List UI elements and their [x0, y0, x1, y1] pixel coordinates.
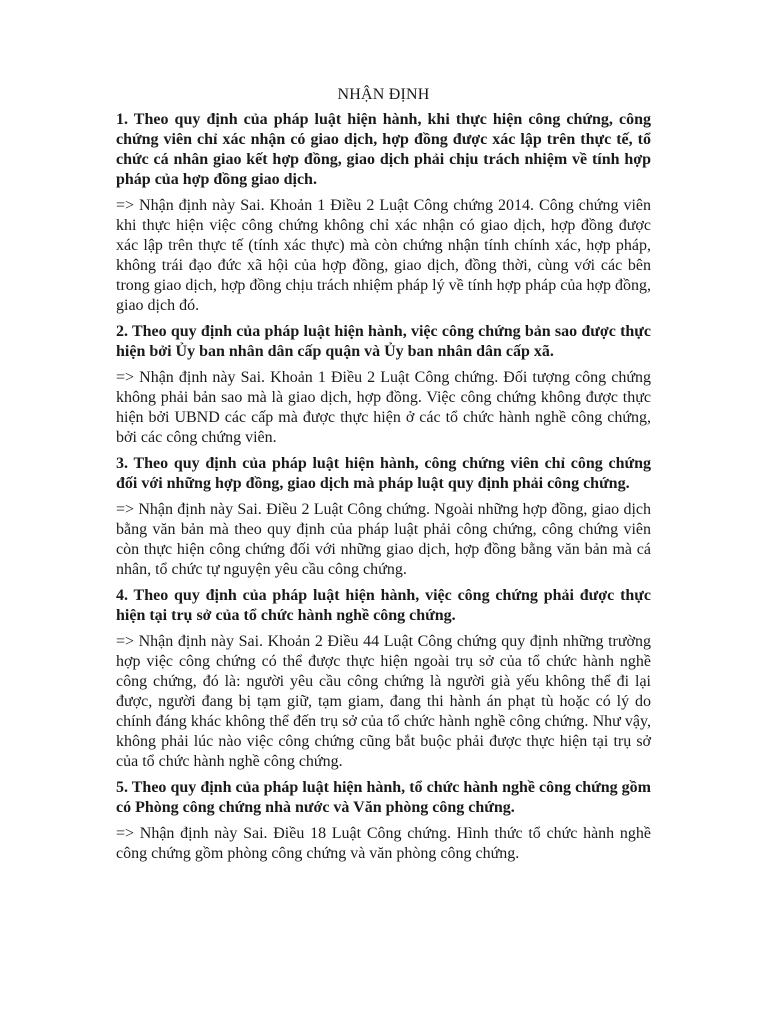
question-4: 4. Theo quy định của pháp luật hiện hành, việc công chứng phải được thực hiện tại trụ sở của tổ chức hành nghề công chứng.: [116, 587, 651, 624]
item-5: [116, 778, 651, 864]
question-1: 1. Theo quy định của pháp luật hiện hành, khi thực hiện công chứng, công chứng viên chỉ xác nhận có giao dịch, hợp đồng được xác lập trên thực tế, tổ chức cá nhân giao kết hợp đồng, giao dịch phải chịu trách nhiệm về tính hợp pháp của hợp đồng giao dịch.: [116, 111, 651, 188]
item-3: [116, 454, 651, 580]
question-2: 2. Theo quy định của pháp luật hiện hành, việc công chứng bản sao được thực hiện bởi Ủy ban nhân dân cấp quận và Ủy ban nhân dân cấp xã.: [116, 323, 651, 360]
document-title: NHẬN ĐỊNH: [337, 86, 430, 103]
item-2: [116, 322, 651, 448]
answer-3: => Nhận định này Sai. Điều 2 Luật Công chứng. Ngoài những hợp đồng, giao dịch bằng văn bản mà theo quy định của pháp luật phải công chứng, công chứng viên còn thực hiện công chứng đối với những giao dịch, hợp đồng bằng văn bản mà cá nhân, tổ chức tự nguyện yêu cầu công chứng.: [116, 501, 651, 578]
answer-5: => Nhận định này Sai. Điều 18 Luật Công chứng. Hình thức tổ chức hành nghề công chứng gồm phòng công chứng và văn phòng công chứng.: [116, 825, 651, 862]
item-4: [116, 586, 651, 772]
answer-1: => Nhận định này Sai. Khoản 1 Điều 2 Luật Công chứng 2014. Công chứng viên khi thực hiện việc công chứng không chỉ xác nhận có giao dịch, hợp đồng được xác lập trên thực tế (tính xác thực) mà còn chứng nhận tính chính xác, hợp pháp, không trái đạo đức xã hội của hợp đồng, giao dịch, đồng thời, cùng với các bên trong giao dịch, hợp đồng chịu trách nhiệm pháp lý về tính hợp pháp của hợp đồng, giao dịch đó.: [116, 197, 651, 314]
question-3: 3. Theo quy định của pháp luật hiện hành, công chứng viên chỉ công chứng đối với những hợp đồng, giao dịch mà pháp luật quy định phải công chứng.: [116, 455, 651, 492]
item-1: [116, 110, 651, 316]
answer-4: => Nhận định này Sai. Khoản 2 Điều 44 Luật Công chứng quy định những trường hợp việc công chứng có thể được thực hiện ngoài trụ sở của tổ chức hành nghề công chứng, đó là: người yêu cầu công chứng là người già yếu không thể đi lại được, người đang bị tạm giữ, tạm giam, đang thi hành án phạt tù hoặc có lý do chính đáng khác không thể đến trụ sở của tổ chức hành nghề công chứng. Như vậy, không phải lúc nào việc công chứng cũng bắt buộc phải được thực hiện tại trụ sở của tổ chức hành nghề công chứng.: [116, 633, 651, 770]
question-5: 5. Theo quy định của pháp luật hiện hành, tổ chức hành nghề công chứng gồm có Phòng công chứng nhà nước và Văn phòng công chứng.: [116, 779, 651, 816]
answer-2: => Nhận định này Sai. Khoản 1 Điều 2 Luật Công chứng. Đối tượng công chứng không phải bản sao mà là giao dịch, hợp đồng. Việc công chứng không được thực hiện bởi UBND các cấp mà được thực hiện ở các tổ chức hành nghề công chứng, bởi các công chứng viên.: [116, 369, 651, 446]
document-page: [116, 84, 651, 870]
